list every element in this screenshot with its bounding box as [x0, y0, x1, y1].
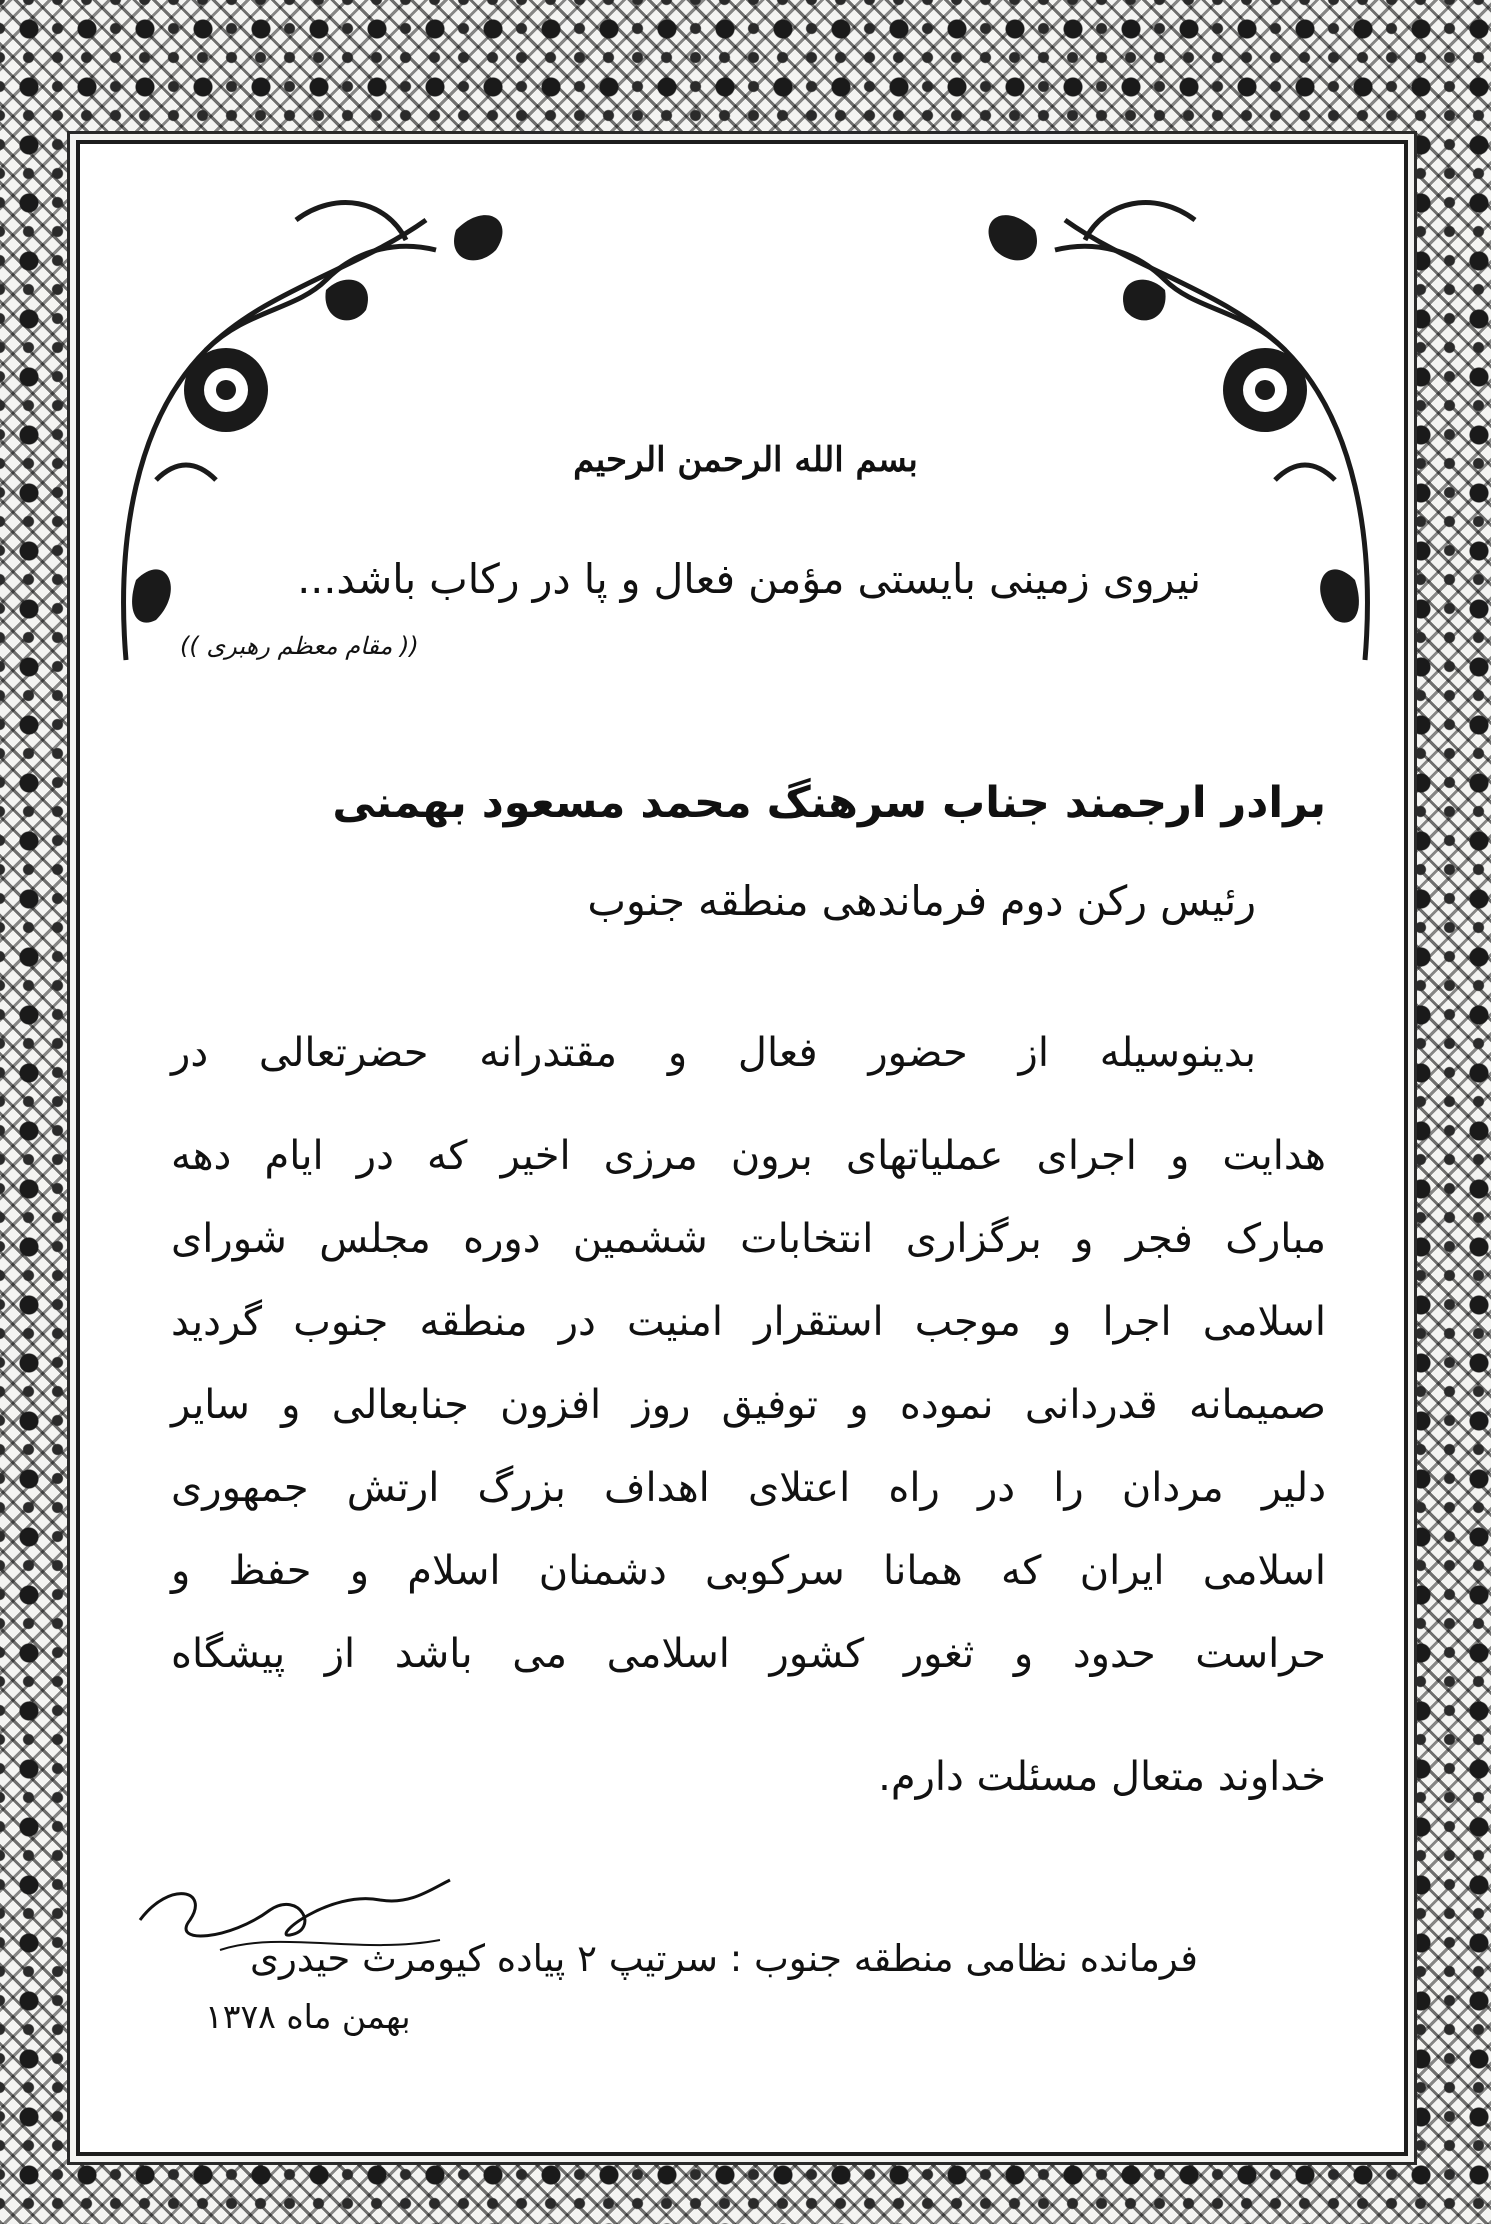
body-line: بدینوسیله از حضور فعال و مقتدرانه حضرتعالی در — [171, 1030, 1256, 1076]
quote-attribution: (( مقام معظم رهبری )) — [180, 632, 419, 660]
body-line: اسلامی اجرا و موجب استقرار امنیت در منطقه جنوب گردید — [171, 1299, 1326, 1345]
addressee-position: رئیس رکن دوم فرماندهی منطقه جنوب — [587, 877, 1256, 925]
body-line: اسلامی ایران که همانا سرکوبی دشمنان اسلام و حفظ و — [171, 1548, 1326, 1594]
body-line: مبارک فجر و برگزاری انتخابات ششمین دوره مجلس شورای — [171, 1216, 1326, 1262]
signer-line: فرمانده نظامی منطقه جنوب : سرتیپ ۲ پیاده کیومرث حیدری — [249, 1937, 1198, 1980]
body-line: دلیر مردان را در راه اعتلای اهداف بزرگ ارتش جمهوری — [171, 1465, 1326, 1511]
body-line: صمیمانه قدردانی نموده و توفیق روز افزون جنابعالی و سایر — [171, 1382, 1326, 1428]
bismillah-heading: بسم الله الرحمن الرحیم — [573, 440, 918, 480]
body-line: هدایت و اجرای عملیاتهای برون مرزی اخیر که در ایام دهه — [171, 1133, 1326, 1179]
date-line: بهمن ماه ۱۳۷۸ — [205, 1997, 411, 2036]
leader-quote: نیروی زمینی بایستی مؤمن فعال و پا در رکاب باشد... — [297, 555, 1201, 603]
body-line: حراست حدود و ثغور کشور اسلامی می باشد از پیشگاه — [171, 1631, 1326, 1677]
addressee-name: برادر ارجمند جناب سرهنگ محمد مسعود بهمنی — [332, 778, 1326, 828]
body-line: خداوند متعال مسئلت دارم. — [878, 1754, 1326, 1800]
